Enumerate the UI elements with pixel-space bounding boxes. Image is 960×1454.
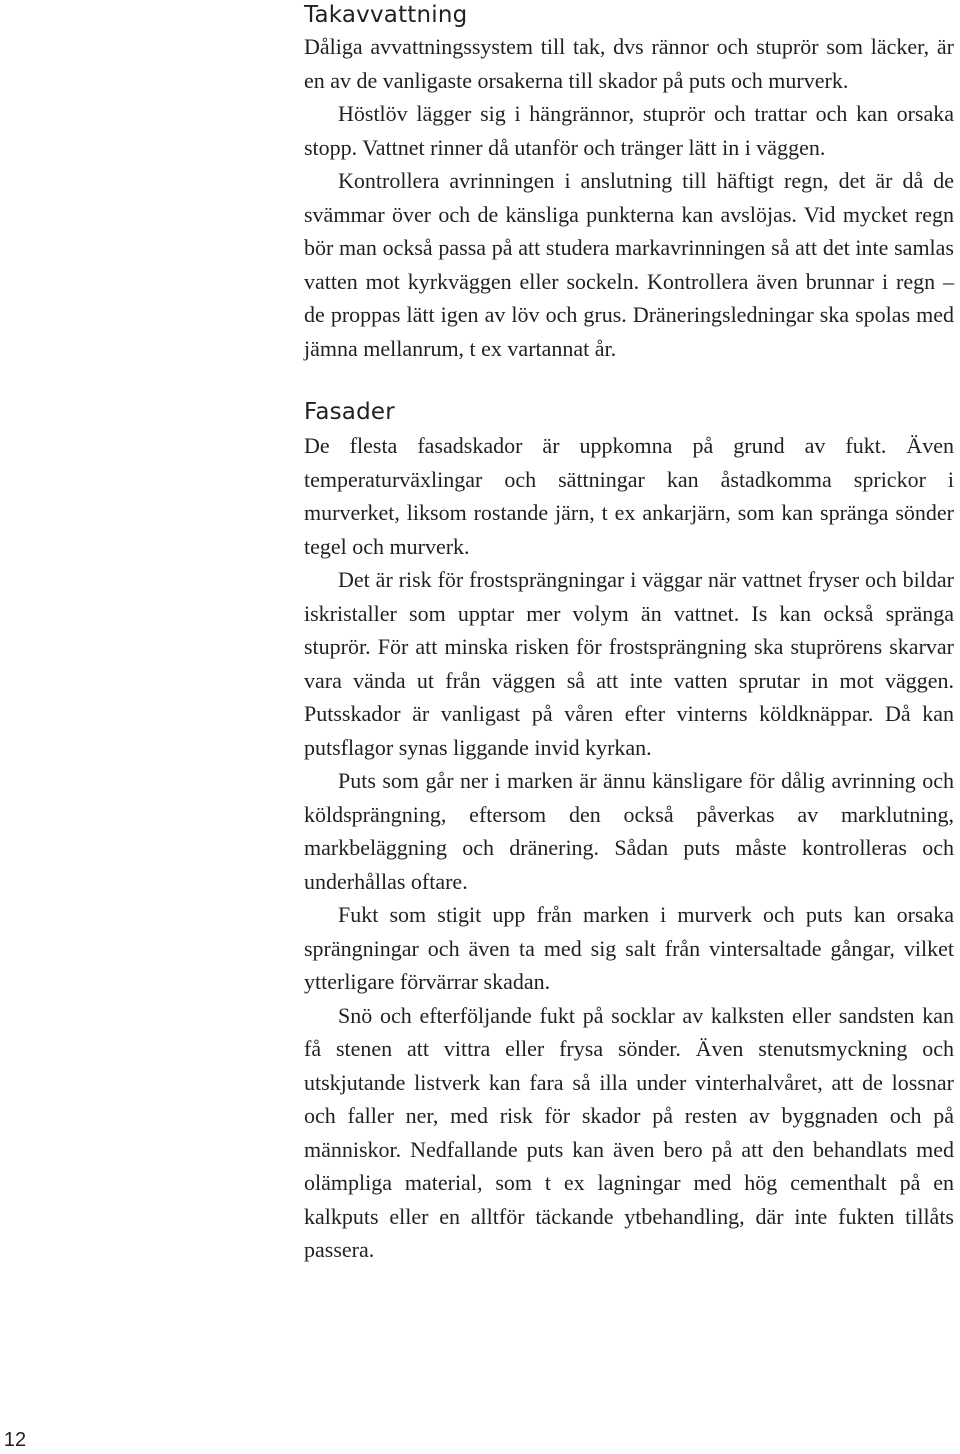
paragraph: Snö och efterföljande fukt på socklar av kalksten eller sandsten kan få stenen att vittra eller frysa sönder. Även stenutsmyckning och utskjutande listverk kan fara så illa under vinterhalvåret, att de lossnar och faller ner, med risk för skador på resten av byggnaden och på människor. Nedfallande puts kan även bero på att den behandlats med olämpliga material, som t ex lagningar med hög cementhalt på en kalkputs eller en alltför täckande ytbehandling, där inte fukten tillåts passera. xyxy=(304,1002,954,1262)
paragraph: Dåliga avvattningssystem till tak, dvs rännor och stuprör som läcker, är en av de vanligaste orsakerna till skador på puts och murverk. xyxy=(304,34,954,93)
section-heading-fasader: Fasader xyxy=(304,399,395,425)
paragraph: Det är risk för frostsprängningar i väggar när vattnet fryser och bildar iskristaller som upptar mer volym än vattnet. Is kan också spränga stuprör. För att minska risken för frostsprängning ska stuprörens skarvar vara vända ut från väggen så att inte vatten sprutar in mot väggen. Putsskador är vanligast på våren efter vinterns köldknäppar. Då kan putsflagor synas liggande invid kyrkan. xyxy=(304,567,954,760)
paragraph: Fukt som stigit upp från marken i murverk och puts kan orsaka sprängningar och även ta med sig salt från vintersaltade gångar, vilket ytterligare förvärrar skadan. xyxy=(304,902,954,994)
section-heading-takavvattning: Takavvattning xyxy=(304,2,468,28)
paragraph: De flesta fasadskador är uppkomna på grund av fukt. Även temperaturväxlingar och sättningar kan åstadkomma sprickor i murverket, liksom rostande järn, t ex ankarjärn, som kan spränga sönder tegel och murverk. xyxy=(304,433,954,559)
paragraph: Kontrollera avrinningen i anslutning till häftigt regn, det är då de svämmar över och de känsliga punkterna kan avslöjas. Vid mycket regn bör man också passa på att studera markavrinningen så att det inte samlas vatten mot kyrkväggen eller sockeln. Kontrollera även brunnar i regn – de proppas lätt igen av löv och grus. Dräneringsledningar ska spolas med jämna mellanrum, t ex vartannat år. xyxy=(304,168,954,361)
text-column xyxy=(304,0,954,1267)
paragraph: Puts som går ner i marken är ännu känsligare för dålig avrinning och köldsprängning, eftersom den också påverkas av marklutning, markbeläggning och dränering. Sådan puts måste kontrolleras och underhållas oftare. xyxy=(304,768,954,894)
page-number: 12 xyxy=(3,1429,27,1451)
paragraph: Höstlöv lägger sig i hängrännor, stuprör och trattar och kan orsaka stopp. Vattnet rinner då utanför och tränger lätt in i väggen. xyxy=(304,101,954,160)
